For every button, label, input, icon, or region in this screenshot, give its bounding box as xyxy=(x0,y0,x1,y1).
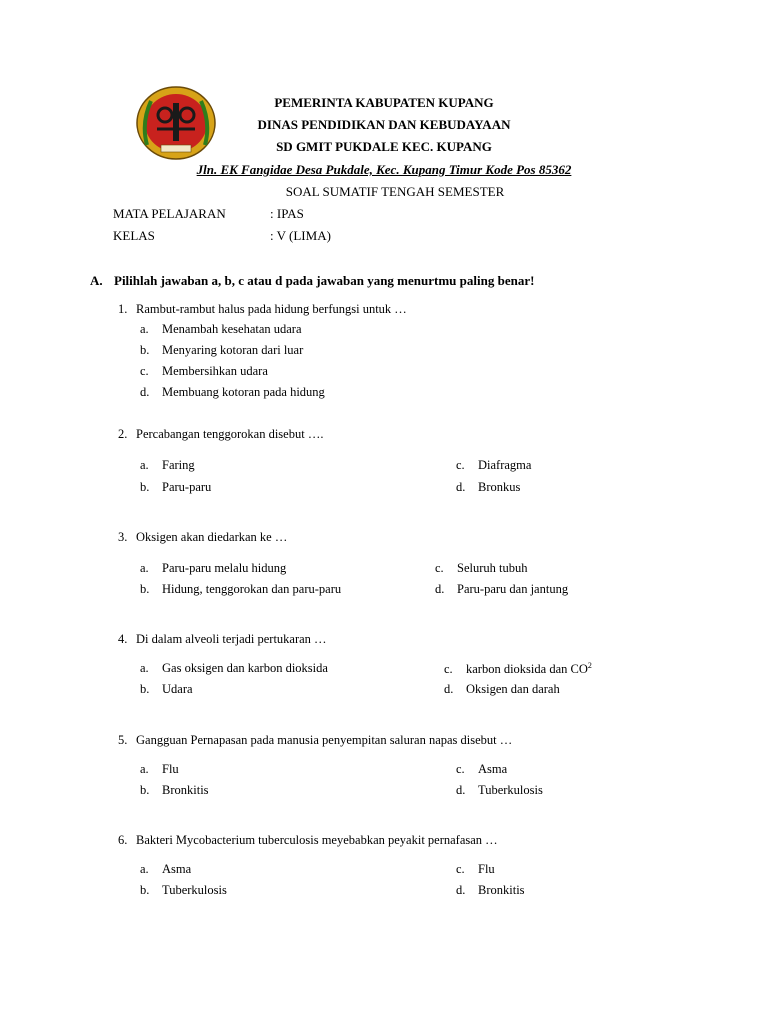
question-2 xyxy=(118,427,323,442)
q2-option-b: b. Paru-paru xyxy=(140,480,212,494)
header-line-department: DINAS PENDIDIKAN DAN KEBUDAYAAN xyxy=(257,117,511,132)
q4-option-b: b. Udara xyxy=(140,682,193,696)
q3-option-a: a. Paru-paru melalu hidung xyxy=(140,561,287,575)
question-text: Bakteri Mycobacterium tuberculosis meyebabkan peyakit pernafasan … xyxy=(136,833,498,847)
q4-option-d: d. Oksigen dan darah xyxy=(444,682,560,696)
question-text: Di dalam alveoli terjadi pertukaran … xyxy=(136,632,327,646)
q1-option-d: d. Membuang kotoran pada hidung xyxy=(140,385,325,399)
q1-option-c: c. Membersihkan udara xyxy=(140,364,268,378)
q5-option-c: c. Asma xyxy=(456,762,508,776)
q2-option-d: d. Bronkus xyxy=(456,480,521,494)
q2-option-a: a. Faring xyxy=(140,458,195,472)
question-number: 1. xyxy=(118,302,128,316)
q3-option-d: d. Paru-paru dan jantung xyxy=(435,582,569,596)
header-line-school: SD GMIT PUKDALE KEC. KUPANG xyxy=(276,139,492,154)
exam-title: SOAL SUMATIF TENGAH SEMESTER xyxy=(285,184,505,199)
q4-option-c: c. karbon dioksida dan $CO^2$ xyxy=(444,661,592,677)
q5-option-b: b. Bronkitis xyxy=(140,783,209,797)
header-line-government: PEMERINTA KABUPATEN KUPANG xyxy=(274,95,494,110)
section-instruction-text: Pilihlah jawaban a, b, c atau d pada jawaban yang menurtmu paling benar! xyxy=(114,273,535,288)
subject-value: : IPAS xyxy=(270,206,304,221)
question-3 xyxy=(118,530,287,545)
question-5 xyxy=(118,733,512,748)
question-text: Percabangan tenggorokan disebut …. xyxy=(136,427,324,441)
question-6 xyxy=(118,833,498,848)
subscript-two: 2 xyxy=(587,661,592,670)
question-number: 6. xyxy=(118,833,128,847)
q5-option-d: d. Tuberkulosis xyxy=(456,783,543,797)
question-number: 5. xyxy=(118,733,128,747)
subject-label: MATA PELAJARAN xyxy=(113,206,226,221)
q6-option-d: d. Bronkitis xyxy=(456,883,525,897)
q3-option-c: c. Seluruh tubuh xyxy=(435,561,528,575)
question-number: 4. xyxy=(118,632,128,646)
question-number: 3. xyxy=(118,530,128,544)
class-label: KELAS xyxy=(113,228,155,243)
question-text: Gangguan Pernapasan pada manusia penyempitan saluran napas disebut … xyxy=(136,733,513,747)
q6-option-b: b. Tuberkulosis xyxy=(140,883,227,897)
q5-option-a: a. Flu xyxy=(140,762,179,776)
q1-option-a: a. Menambah kesehatan udara xyxy=(140,322,302,336)
header-address: Jln. EK Fangidae Desa Pukdale, Kec. Kupang Timur Kode Pos 85362 xyxy=(196,162,572,177)
q4-option-a: a. Gas oksigen dan karbon dioksida xyxy=(140,661,328,675)
q6-option-a: a. Asma xyxy=(140,862,192,876)
question-4 xyxy=(118,632,327,647)
section-instruction xyxy=(90,273,534,289)
q6-option-c: c. Flu xyxy=(456,862,495,876)
question-text: Rambut-rambut halus pada hidung berfungsi untuk … xyxy=(136,302,407,316)
q3-option-b: b. Hidung, tenggorokan dan paru-paru xyxy=(140,582,342,596)
q2-option-c: c. Diafragma xyxy=(456,458,532,472)
question-1 xyxy=(118,302,407,317)
class-value: : V (LIMA) xyxy=(270,228,331,243)
question-number: 2. xyxy=(118,427,128,441)
section-letter: A. xyxy=(90,273,103,288)
question-text: Oksigen akan diedarkan ke … xyxy=(136,530,288,544)
q1-option-b: b. Menyaring kotoran dari luar xyxy=(140,343,304,357)
